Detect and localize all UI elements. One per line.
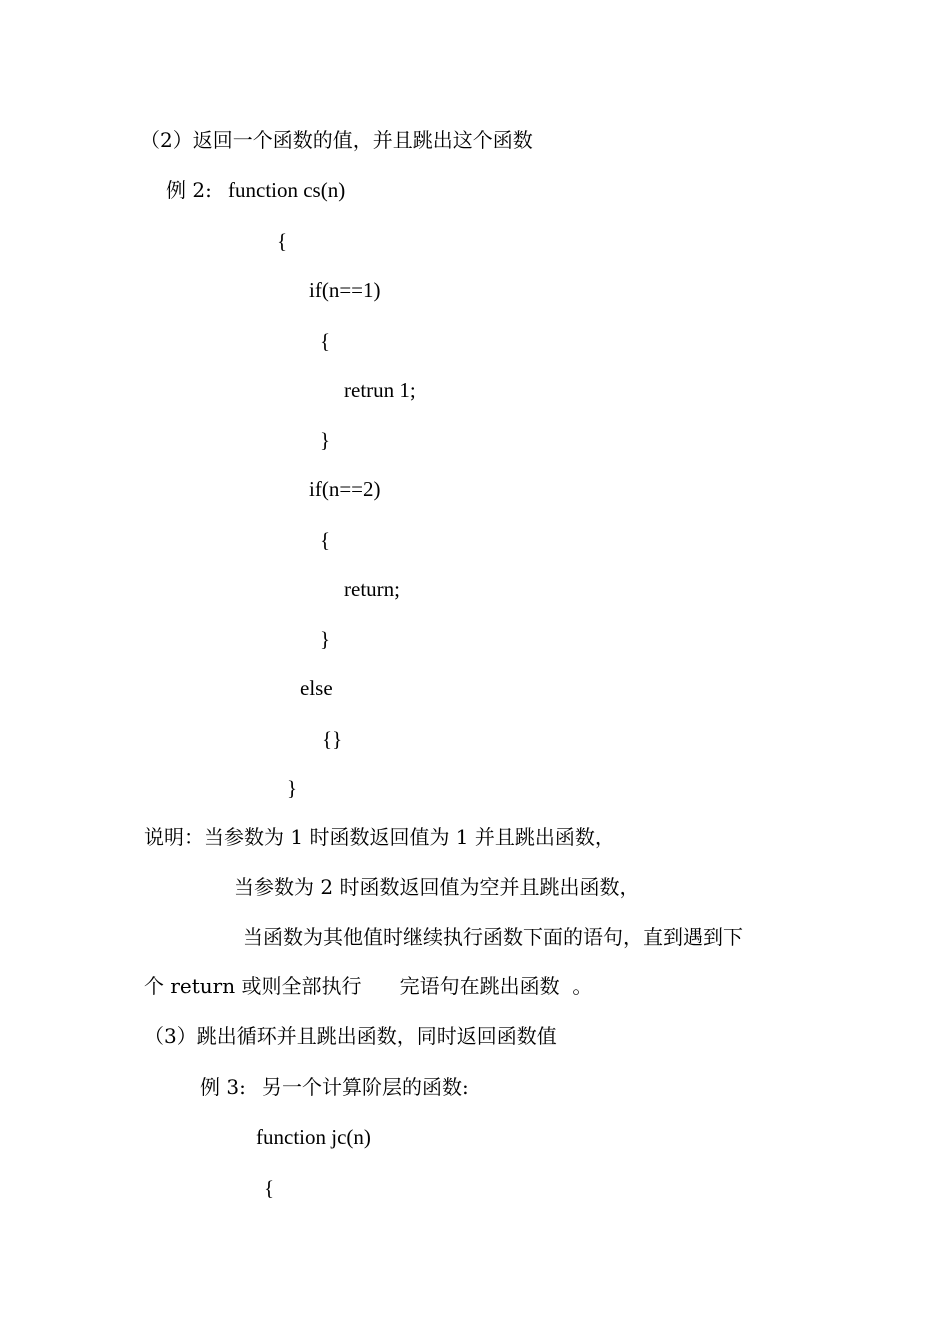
code-line: { <box>264 1176 275 1200</box>
code-line: if(n==2) <box>309 477 381 501</box>
code-line: } <box>320 627 331 651</box>
code-line: if(n==1) <box>309 278 381 302</box>
explanation-line: 说明：当参数为 1 时函数返回值为 1 并且跳出函数， <box>144 825 615 849</box>
explanation-line: 当参数为 2 时函数返回值为空并且跳出函数， <box>234 875 640 899</box>
explanation-line: 当函数为其他值时继续执行函数下面的语句，直到遇到下 <box>243 925 743 949</box>
code-line: { <box>320 528 331 552</box>
code-line: {} <box>322 727 343 751</box>
section-2-heading: （2）返回一个函数的值，并且跳出这个函数 <box>140 128 533 152</box>
code-line: { <box>277 229 288 253</box>
code-line: function jc(n) <box>256 1125 371 1149</box>
example-3-label: 例 3: <box>200 1075 246 1099</box>
code-line: } <box>287 776 298 800</box>
code-line: retrun 1; <box>344 378 416 402</box>
code-line: function cs(n) <box>228 178 346 202</box>
section-3-heading: （3）跳出循环并且跳出函数，同时返回函数值 <box>144 1024 557 1048</box>
example-3-title: 另一个计算阶层的函数: <box>262 1075 469 1099</box>
code-line: else <box>300 676 333 700</box>
code-line: } <box>320 428 331 452</box>
code-line: return; <box>344 577 400 601</box>
explanation-line: 个 return 或则全部执行 完语句在跳出函数 。 <box>144 974 593 998</box>
code-line: { <box>320 329 331 353</box>
example-2-label: 例 2: <box>166 178 212 202</box>
